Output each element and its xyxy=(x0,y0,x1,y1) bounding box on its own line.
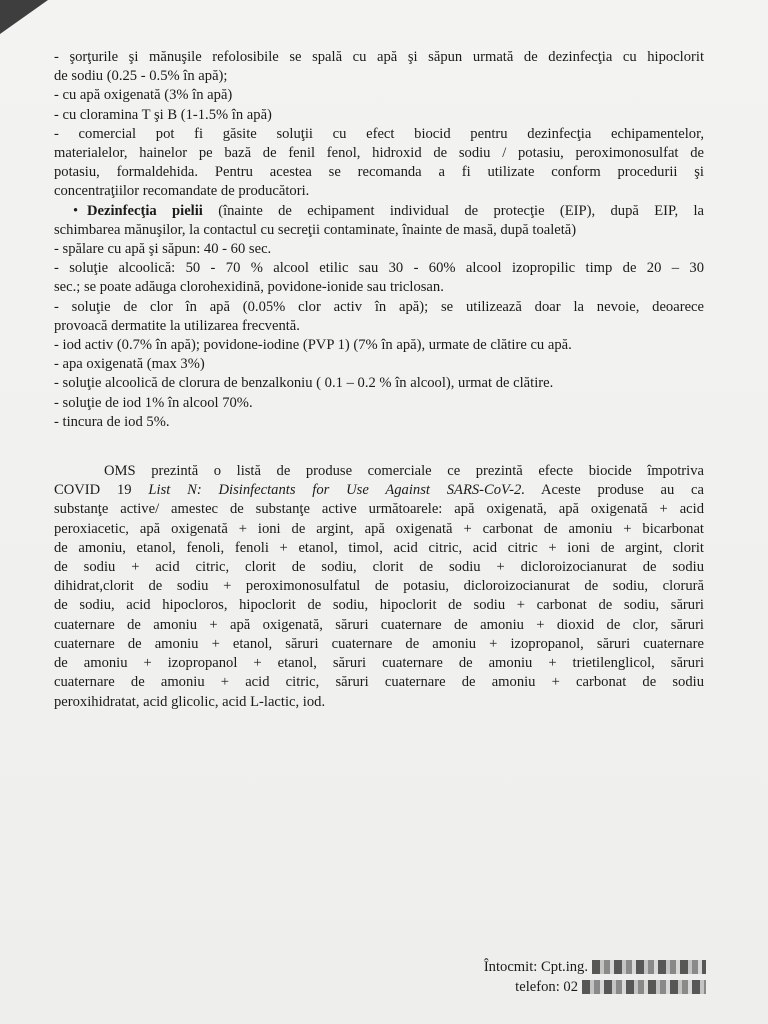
prepared-by-label: Întocmit: Cpt.ing. xyxy=(483,959,588,975)
list-item-continuation: materialelor, hainelor pe bază de fenil fenol, hidroxid de sodiu / potasiu, peroximonosulfat de xyxy=(54,145,704,162)
section-heading-title: Dezinfecţia pielii xyxy=(87,202,203,219)
redacted-phone xyxy=(582,980,706,994)
paragraph-line xyxy=(54,481,704,500)
list-item: - cu apă oxigenată (3% în apă) xyxy=(54,87,233,104)
paragraph-line: dihidrat,clorit de sodiu + peroximonosulfatul de potasiu, dicloroizocianurat de sodiu, clorură xyxy=(54,578,704,595)
list-item-continuation: sec.; se poate adăuga clorohexidină, povidone-ionide sau triclosan. xyxy=(54,279,444,296)
list-item-continuation: provoacă dermatite la utilizarea frecventă. xyxy=(54,317,300,334)
list-item: - apa oxigenată (max 3%) xyxy=(54,356,205,373)
covid-label: COVID 19 xyxy=(54,482,132,499)
paragraph-line: substanţe active/ amestec de substanţe active următoarele: apă oxigenată, apă oxigenată + acid xyxy=(54,501,704,518)
paragraph-line: OMS prezintă o listă de produse comerciale ce prezintă efecte biocide împotriva xyxy=(104,463,704,480)
page-fold-corner xyxy=(0,0,48,34)
paragraph-line: de amoniu + izopropanol + etanol, săruri cuaternare de amoniu + trietilenglicol, săruri xyxy=(54,655,704,672)
list-item: - iod activ (0.7% în apă); povidone-iodine (PVP 1) (7% în apă), urmate de clătire cu apă. xyxy=(54,337,572,354)
list-n-title: List N: Disinfectants for Use Against SARS-CoV-2. xyxy=(148,482,525,499)
paragraph-line: de sodiu, acid hipocloros, hipoclorit de sodiu, hipoclorit de sodiu + carbonat de sodiu, săruri xyxy=(54,597,704,614)
list-item: - soluţie alcoolică de clorura de benzalkoniu ( 0.1 – 0.2 % în alcool), urmat de clătire. xyxy=(54,375,554,392)
list-item: - tincura de iod 5%. xyxy=(54,413,170,430)
list-item: - soluţie alcoolică: 50 - 70 % alcool etilic sau 30 - 60% alcool izopropilic timp de 20 – 30 xyxy=(54,260,704,277)
paragraph-text: Aceste produse au ca xyxy=(540,482,704,499)
list-item-continuation: concentraţiilor recomandate de producători. xyxy=(54,183,310,200)
paragraph-line: de sodiu + acid citric, clorit de sodiu, clorit de sodiu + dicloroizocianurat de sodiu xyxy=(54,559,704,576)
phone-label: telefon: 02 xyxy=(515,979,578,995)
paragraph-line: cuaternare de amoniu + etanol, săruri cuaternare de amoniu + izopropanol, săruri cuaternare xyxy=(54,635,704,652)
list-item-continuation: potasiu, formaldehida. Pentru acestea se recomanda a fi utilizate conform procedurii şi xyxy=(54,164,704,181)
section-heading-continuation: schimbarea mănuşilor, la contactul cu secreţii contaminate, înainte de masă, după toaletă) xyxy=(54,221,577,238)
section-heading-rest: (înainte de echipament individual de protecţie (EIP), după EIP, la xyxy=(218,202,705,219)
paragraph-line: peroxiacetic, apă oxigenată + ioni de argint, apă oxigenată + carbonat de amoniu + bicarbonat xyxy=(54,520,704,537)
list-item: - soluţie de iod 1% în alcool 70%. xyxy=(54,394,253,411)
paragraph-gap xyxy=(54,432,704,462)
list-item-continuation: de sodiu (0.25 - 0.5% în apă); xyxy=(54,68,228,85)
paragraph-line: peroxihidratat, acid glicolic, acid L-lactic, iod. xyxy=(54,693,326,710)
bullet-icon: • xyxy=(73,202,79,219)
section-heading-skin xyxy=(54,202,704,221)
document-body xyxy=(54,48,704,712)
phone-row xyxy=(456,977,706,997)
prepared-by-row xyxy=(456,957,706,977)
list-item: - şorţurile şi mănuşile refolosibile se spală cu apă şi săpun urmată de dezinfecţia cu hipoclorit xyxy=(54,49,704,65)
list-item: - cu cloramina T şi B (1-1.5% în apă) xyxy=(54,106,272,123)
signature-footer xyxy=(456,957,706,997)
list-item: - soluţie de clor în apă (0.05% clor activ în apă); se utilizează doar la nevoie, deoarece xyxy=(54,298,704,315)
paragraph-line: cuaternare de amoniu + acid citric, săruri cuaternare de amoniu + carbonat de sodiu xyxy=(54,674,704,691)
paragraph-line: cuaternare de amoniu + apă oxigenată, săruri cuaternare de amoniu + dioxid de clor, săruri xyxy=(54,616,704,633)
list-item: - spălare cu apă şi săpun: 40 - 60 sec. xyxy=(54,241,272,258)
redacted-name xyxy=(592,960,706,974)
list-item: - comercial pot fi găsite soluţii cu efect biocid pentru dezinfecţia echipamentelor, xyxy=(54,125,704,142)
paragraph-line: de amoniu, etanol, fenoli, fenoli + etanol, timol, acid citric, acid citric + ioni de argint, clorit xyxy=(54,539,704,556)
